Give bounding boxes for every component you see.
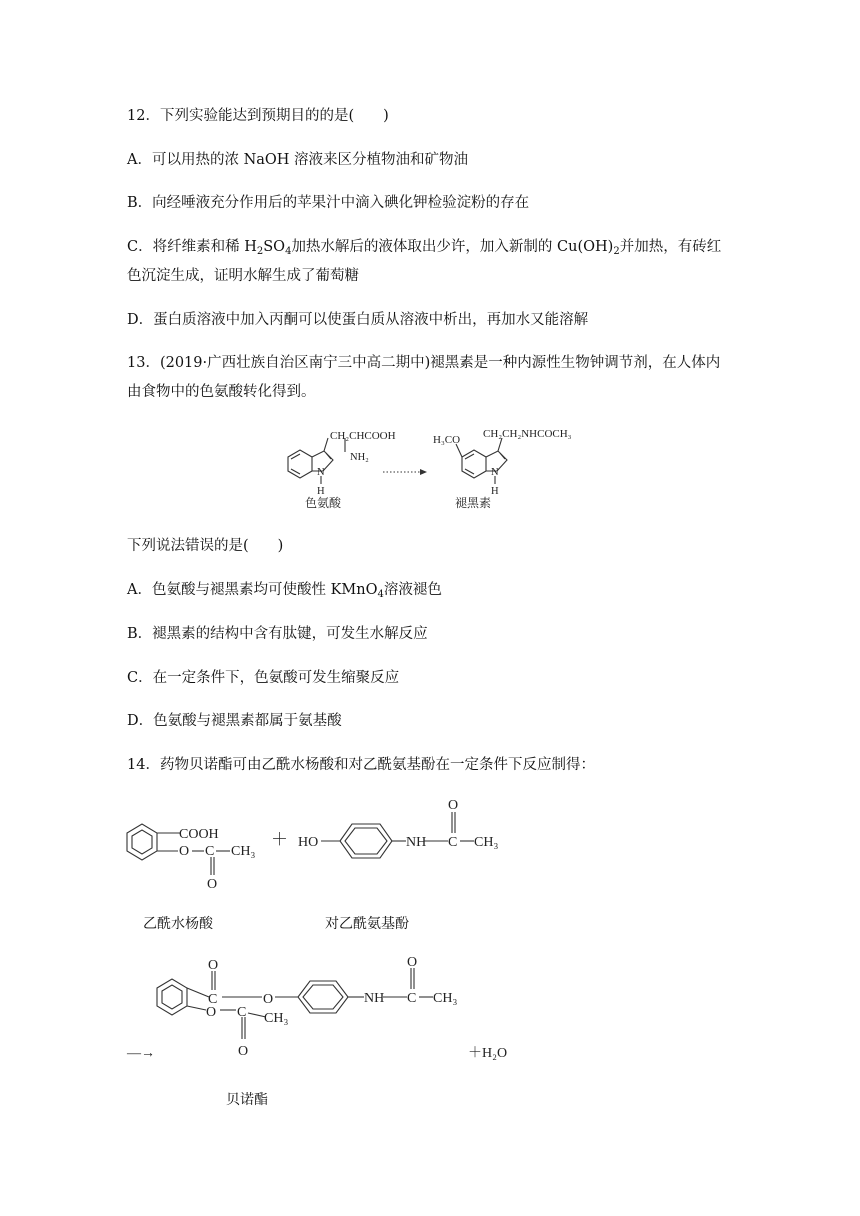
benorilate-nh: NH [364, 991, 385, 1006]
q12-c-text1: C．将纤维素和稀 H [127, 239, 257, 255]
q13-ask: 下列说法错误的是( ) [127, 538, 284, 554]
mel-chain-label: CH₂CH₂NHCOCH₃ [483, 428, 572, 440]
name-paracetamol: 对乙酰氨基酚 [325, 916, 409, 932]
aspirin-o: O [179, 844, 190, 859]
benorilate-o-top2: O [407, 955, 418, 970]
mel-n-label: N [491, 467, 499, 478]
q13-reaction-scheme [0, 420, 860, 530]
benorilate-c2: C [237, 1005, 247, 1020]
q13-option-b: B．褪黑素的结构中含有肽键，可发生水解反应 [127, 626, 428, 642]
name-benorilate: 贝诺酯 [226, 1092, 268, 1108]
q12-c-text4: 并加热，有砖红 [619, 239, 722, 255]
q12-option-d: D．蛋白质溶液中加入丙酮可以使蛋白质从溶液中析出，再加水又能溶解 [127, 312, 589, 328]
dotted-arrow-icon [383, 469, 427, 475]
paracetamol-nh: NH [406, 835, 427, 850]
q12-stem: 12．下列实验能达到预期目的的是( ) [127, 108, 389, 124]
q14-stem: 14．药物贝诺酯可由乙酰水杨酸和对乙酰氨基酚在一定条件下反应制得： [127, 757, 595, 773]
paracetamol-o: O [448, 798, 459, 813]
trp-name: 色氨酸 [305, 496, 342, 510]
paracetamol-c: C [448, 835, 458, 850]
mel-h-label: H [491, 486, 499, 497]
q12-option-a: A．可以用热的浓 NaOH 溶液来区分植物油和矿物油 [127, 152, 469, 168]
subscript-2b: 2 [613, 246, 620, 257]
melatonin-structure [456, 438, 507, 484]
mel-och3-label: H₃CO [433, 434, 461, 446]
mel-name: 褪黑素 [455, 496, 492, 510]
subscript-2: 2 [256, 246, 264, 257]
aspirin-o2: O [207, 877, 218, 892]
q13-a-text2: 溶液褪色 [383, 582, 442, 598]
paracetamol-ch3: CH₃ [474, 835, 499, 850]
plus-sign: ＋ [271, 830, 288, 849]
benorilate-o-top1: O [208, 958, 219, 973]
aspirin-cooh: COOH [179, 827, 219, 842]
q12-c-text3: 加热水解后的液体取出少许，加入新制的 Cu(OH) [291, 239, 614, 255]
benorilate-o-bridge: O [263, 992, 274, 1007]
q13-option-a [127, 580, 442, 605]
q12-option-c-line2: 色沉淀生成，证明水解生成了葡萄糖 [127, 268, 359, 284]
q13-option-d: D．色氨酸与褪黑素都属于氨基酸 [127, 713, 342, 729]
q14-product [0, 955, 860, 1065]
aspirin-c: C [205, 844, 215, 859]
trp-chain-label: CH₂CHCOOH [330, 430, 396, 442]
reaction-arrow-icon: —→ [127, 1046, 155, 1061]
paracetamol-ho: HO [298, 835, 319, 850]
benorilate-o-ring: O [206, 1005, 217, 1020]
benorilate-c1: C [208, 992, 218, 1007]
benorilate-ch3-left: CH₃ [264, 1011, 289, 1026]
trp-h-label: H [317, 486, 325, 497]
benorilate-ch3-right: CH₃ [433, 991, 458, 1006]
name-acetylsalicylic-acid: 乙酰水杨酸 [143, 916, 213, 932]
q13-stem-line1: 13．(2019·广西壮族自治区南宁三中高二期中)褪黑素是一种内源性生物钟调节剂，在人体内 [127, 355, 721, 371]
q13-stem-line2: 由食物中的色氨酸转化得到。 [127, 384, 316, 400]
benorilate-c3: C [407, 991, 417, 1006]
trp-nh2-label: NH₂ [350, 452, 369, 463]
q12-option-c-line1 [127, 237, 721, 262]
q13-option-c: C．在一定条件下，色氨酸可发生缩聚反应 [127, 670, 400, 686]
q12-c-text2: SO [263, 239, 286, 255]
trp-n-label: N [317, 467, 325, 478]
q12-option-b: B．向经唾液充分作用后的苹果汁中滴入碘化钾检验淀粉的存在 [127, 195, 530, 211]
aspirin-ch3: CH₃ [231, 844, 256, 859]
benorilate-o-bottom: O [238, 1044, 249, 1059]
water-product: ＋H₂O [468, 1046, 508, 1061]
q13-a-text1: A．色氨酸与褪黑素均可使酸性 KMnO [127, 582, 378, 598]
subscript-4: 4 [285, 246, 292, 257]
q14-reactants [0, 795, 860, 895]
subscript-4c: 4 [377, 589, 384, 600]
benorilate-structure [157, 968, 433, 1039]
